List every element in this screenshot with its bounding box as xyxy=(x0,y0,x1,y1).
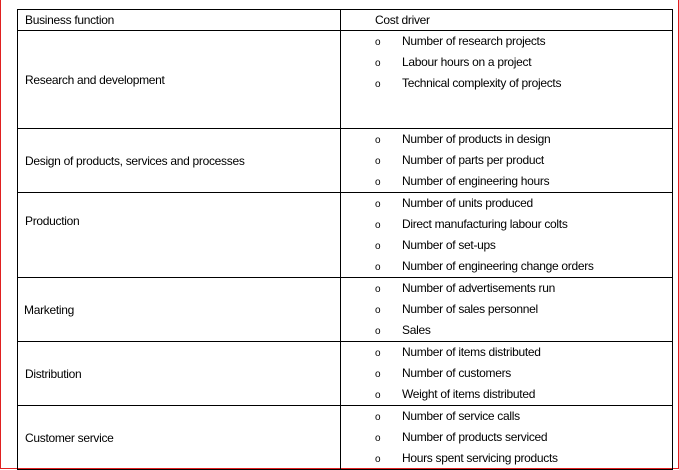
driver-item xyxy=(341,31,672,52)
driver-text: Technical complexity of projects xyxy=(402,76,562,90)
table-row xyxy=(18,129,673,193)
driver-list xyxy=(341,406,672,469)
table-header-row xyxy=(18,10,673,31)
driver-item xyxy=(341,427,672,448)
business-function-cell: Customer service xyxy=(18,406,341,470)
business-function-cell: Research and development xyxy=(18,31,341,129)
bullet-icon: o xyxy=(375,284,381,295)
driver-item xyxy=(341,129,672,150)
cost-driver-table xyxy=(17,9,673,470)
cost-driver-cell xyxy=(341,193,673,278)
driver-text: Number of parts per product xyxy=(402,153,544,167)
table-row xyxy=(18,406,673,470)
bullet-icon: o xyxy=(375,262,381,273)
driver-text: Weight of items distributed xyxy=(402,387,536,401)
driver-item xyxy=(341,193,672,214)
driver-text: Number of sales personnel xyxy=(402,302,538,316)
bullet-icon: o xyxy=(375,177,381,188)
driver-text: Number of set-ups xyxy=(402,238,496,252)
bullet-icon: o xyxy=(375,305,381,316)
driver-text: Number of products in design xyxy=(402,132,551,146)
header-business-function: Business function xyxy=(18,10,341,31)
business-function-cell: Marketing xyxy=(18,278,341,342)
bullet-icon: o xyxy=(375,241,381,252)
driver-list xyxy=(341,129,672,192)
driver-item xyxy=(341,214,672,235)
bullet-icon: o xyxy=(375,433,381,444)
bullet-icon: o xyxy=(375,156,381,167)
driver-item xyxy=(341,73,672,94)
cost-driver-cell xyxy=(341,342,673,406)
driver-item xyxy=(341,278,672,299)
bullet-icon: o xyxy=(375,79,381,90)
driver-text: Number of customers xyxy=(402,366,512,380)
bullet-icon: o xyxy=(375,135,381,146)
driver-text: Hours spent servicing products xyxy=(402,451,558,465)
table-row xyxy=(18,31,673,129)
header-cost-driver: Cost driver xyxy=(341,10,673,31)
driver-text: Number of service calls xyxy=(402,409,520,423)
bullet-icon: o xyxy=(375,369,381,380)
driver-text: Number of items distributed xyxy=(402,345,541,359)
bullet-icon: o xyxy=(375,37,381,48)
driver-item xyxy=(341,235,672,256)
bullet-icon: o xyxy=(375,412,381,423)
cost-driver-cell xyxy=(341,406,673,470)
business-function-cell: Production xyxy=(18,193,341,278)
driver-list xyxy=(341,278,672,341)
driver-list xyxy=(341,31,672,94)
driver-text: Number of research projects xyxy=(402,34,546,48)
driver-text: Number of engineering hours xyxy=(402,174,550,188)
driver-item xyxy=(341,299,672,320)
driver-text: Sales xyxy=(402,323,431,337)
driver-item xyxy=(341,320,672,341)
driver-text: Number of products serviced xyxy=(402,430,548,444)
cost-driver-cell xyxy=(341,129,673,193)
driver-text: Number of units produced xyxy=(402,196,533,210)
business-function-cell: Design of products, services and processes xyxy=(18,129,341,193)
driver-item xyxy=(341,52,672,73)
bullet-icon: o xyxy=(375,220,381,231)
bullet-icon: o xyxy=(375,390,381,401)
driver-text: Number of engineering change orders xyxy=(402,259,594,273)
bullet-icon: o xyxy=(375,454,381,465)
bullet-icon: o xyxy=(375,326,381,337)
driver-item xyxy=(341,448,672,469)
driver-item xyxy=(341,256,672,277)
cost-driver-cell xyxy=(341,31,673,129)
driver-item xyxy=(341,363,672,384)
bullet-icon: o xyxy=(375,199,381,210)
table-row xyxy=(18,342,673,406)
driver-item xyxy=(341,384,672,405)
cost-driver-cell xyxy=(341,278,673,342)
driver-item xyxy=(341,150,672,171)
bullet-icon: o xyxy=(375,58,381,69)
driver-text: Number of advertisements run xyxy=(402,281,556,295)
table-row xyxy=(18,193,673,278)
driver-list xyxy=(341,193,672,277)
bullet-icon: o xyxy=(375,348,381,359)
business-function-cell: Distribution xyxy=(18,342,341,406)
driver-text: Labour hours on a project xyxy=(402,55,532,69)
driver-item xyxy=(341,342,672,363)
driver-list xyxy=(341,342,672,405)
table-row xyxy=(18,278,673,342)
driver-item xyxy=(341,171,672,192)
driver-item xyxy=(341,406,672,427)
driver-text: Direct manufacturing labour colts xyxy=(402,217,568,231)
